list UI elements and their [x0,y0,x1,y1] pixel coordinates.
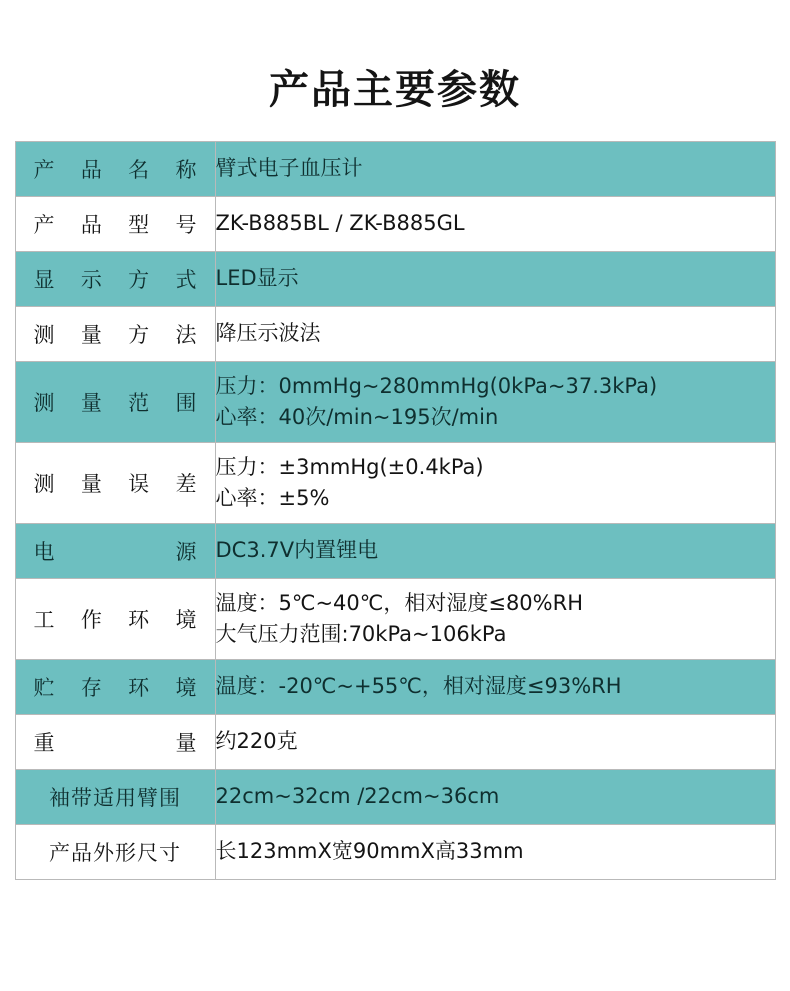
spec-value-line: 温度：-20℃~+55℃，相对湿度≤93%RH [215,674,622,699]
spec-label-cell [15,660,215,715]
spec-label-cell [15,715,215,770]
spec-label: 产品名称 [33,158,197,182]
spec-label-cell [15,197,215,252]
spec-value-line: 心率：40次/min~195次/min [215,405,499,429]
specification-table [15,141,776,880]
table-row [15,715,775,770]
spec-value-cell [215,660,775,715]
table-row [15,443,775,524]
spec-value-cell [215,443,775,524]
spec-label: 显示方式 [33,268,197,292]
spec-value-cell [215,307,775,362]
spec-value-line: DC3.7V内置锂电 [215,538,379,563]
table-row [15,524,775,579]
spec-label-cell [15,443,215,524]
spec-label-cell [15,142,215,197]
spec-label: 产品型号 [33,213,197,237]
spec-label-cell [15,579,215,660]
spec-value-line: 长123mmX宽90mmX高33mm [215,839,524,864]
spec-value-line: 心率：±5% [215,486,330,510]
table-row [15,307,775,362]
spec-value-line: 22cm~32cm /22cm~36cm [215,784,500,809]
spec-value-cell [215,579,775,660]
spec-value-cell [215,825,775,880]
table-row [15,142,775,197]
spec-value-line: 降压示波法 [215,321,321,346]
spec-table-body [15,142,775,880]
table-row [15,362,775,443]
spec-value-cell [215,524,775,579]
spec-label-cell [15,362,215,443]
table-row [15,825,775,880]
spec-label-cell [15,252,215,307]
page-title: 产品主要参数 [269,67,521,113]
spec-label: 工作环境 [33,608,197,632]
spec-label: 测量方法 [33,323,197,347]
table-row [15,579,775,660]
spec-value-line: 臂式电子血压计 [215,156,363,181]
spec-label-cell [15,307,215,362]
product-spec-page [0,58,790,991]
spec-value-cell [215,770,775,825]
spec-value-cell [215,715,775,770]
spec-label: 重量 [33,731,197,755]
spec-label: 电源 [33,540,197,564]
spec-value-line: 压力：±3mmHg(±0.4kPa) [215,454,484,479]
spec-value-line: LED显示 [215,266,299,291]
spec-label: 产品外形尺寸 [49,841,181,865]
spec-value-cell [215,252,775,307]
spec-label: 袖带适用臂围 [49,786,181,810]
spec-value-cell [215,197,775,252]
table-row [15,197,775,252]
table-row [15,770,775,825]
spec-value-cell [215,362,775,443]
spec-label: 贮存环境 [33,676,197,700]
spec-label-cell [15,524,215,579]
spec-value-line: ZK-B885BL / ZK-B885GL [215,211,465,236]
table-row [15,252,775,307]
spec-value-line: 大气压力范围:70kPa~106kPa [215,622,507,646]
table-row [15,660,775,715]
spec-value-cell [215,142,775,197]
spec-label: 测量误差 [33,472,197,496]
spec-value-line: 压力：0mmHg~280mmHg(0kPa~37.3kPa) [215,373,658,398]
spec-label-cell [15,825,215,880]
spec-label-cell [15,770,215,825]
spec-value-line: 约220克 [215,729,298,754]
spec-label: 测量范围 [33,391,197,415]
spec-value-line: 温度：5℃~40℃，相对湿度≤80%RH [215,590,583,615]
